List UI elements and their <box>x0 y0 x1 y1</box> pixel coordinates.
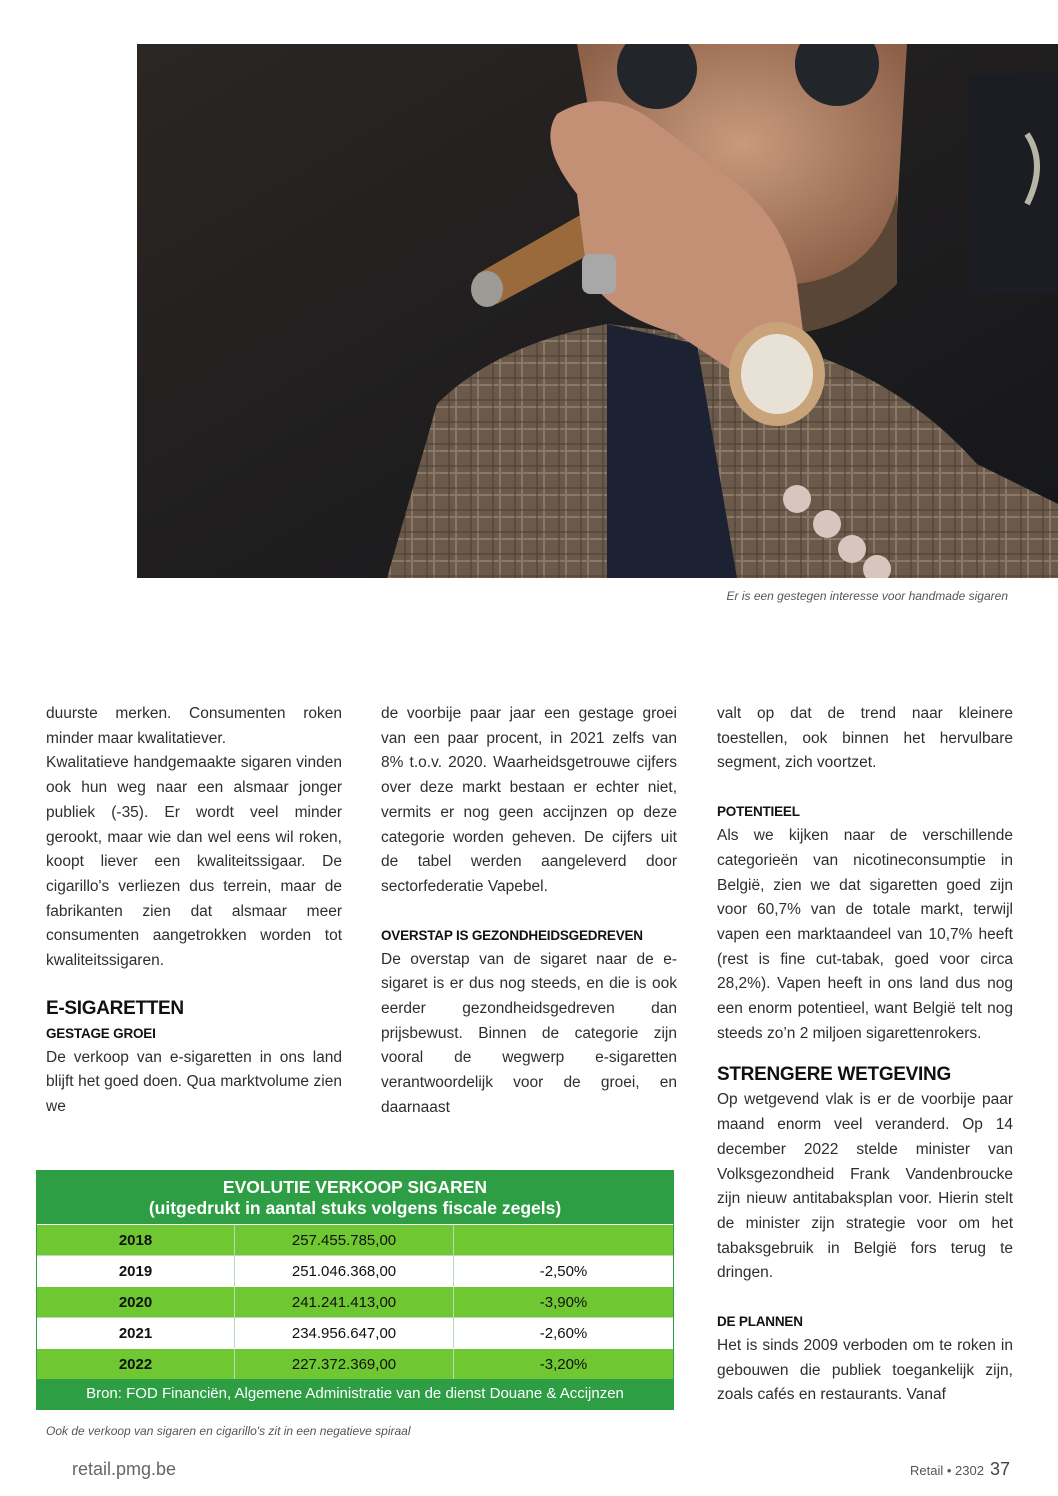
table-cell-value: 251.046.368,00 <box>235 1256 454 1286</box>
column-3 <box>717 702 1013 1408</box>
table-subtitle: (uitgedrukt in aantal stuks volgens fiscale zegels) <box>148 1198 562 1218</box>
table-cell-year: 2020 <box>37 1287 235 1317</box>
footer-issue <box>910 1459 1010 1480</box>
col1-paragraph-3: De verkoop van e-sigaretten in ons land blijft het goed doen. Qua marktvolume zien we <box>46 1048 342 1116</box>
subheading-gestage-groei: GESTAGE GROEI <box>46 1025 156 1041</box>
table-cell-change: -3,20% <box>539 1355 588 1373</box>
col2-paragraph-2: De overstap van de sigaret naar de e-sigaret is er dus nog steeds, en die is ook eerder gezondheidsgedreven dan prijsbewust. Binnen de categorie zijn vooral de wegwerp e-sigaretten verantwoordelijk voor de groei, en daarnaast <box>381 950 677 1116</box>
table-caption: Ook de verkoop van sigaren en cigarillo's zit in een negatieve spiraal <box>46 1424 411 1438</box>
issue-label: Retail • 2302 <box>910 1463 984 1478</box>
subheading-overstap: OVERSTAP IS GEZONDHEIDSGEDREVEN <box>381 927 643 943</box>
table-cell-value: 234.956.647,00 <box>235 1318 454 1348</box>
col3-paragraph-4: Het is sinds 2009 verboden om te roken in gebouwen die publiek toegankelijk zijn, zoals cafés en restaurants. Vanaf <box>717 1337 1013 1404</box>
table-row <box>37 1348 673 1379</box>
table-cell-year: 2018 <box>37 1225 235 1255</box>
heading-strengere-wetgeving: STRENGERE WETGEVING <box>717 1064 951 1086</box>
table-title: EVOLUTIE VERKOOP SIGAREN <box>222 1177 488 1197</box>
table-cell-change: -2,50% <box>539 1262 588 1280</box>
col3-paragraph-2: Als we kijken naar de verschillende categorieën van nicotineconsumptie in België, zien we dat sigaretten goed zijn voor 60,7% van de totale markt, terwijl vapen een marktaandeel van 10,7% heeft (rest is fine cut-tabak, goed voor circa 28,2%). Vapen heeft in ons land dus nog een enorm potentieel, want België telt nog steeds zo’n 2 miljoen sigarettenrokers. <box>717 827 1013 1042</box>
subheading-potentieel: POTENTIEEL <box>717 804 800 820</box>
col1-paragraph-1: duurste merken. Consumenten roken minder maar kwalitatiever. <box>46 705 342 747</box>
table-cell-year: 2021 <box>37 1318 235 1348</box>
table-cell-change: -3,90% <box>539 1293 588 1311</box>
column-2 <box>381 702 677 1121</box>
table-row <box>37 1224 673 1255</box>
column-1 <box>46 702 342 1120</box>
page-number: 37 <box>989 1459 1010 1479</box>
table-row <box>37 1286 673 1317</box>
table-cell-value: 241.241.413,00 <box>235 1287 454 1317</box>
table-cell-year: 2022 <box>37 1349 235 1379</box>
table-cell-change: -2,60% <box>539 1324 588 1342</box>
subheading-de-plannen: DE PLANNEN <box>717 1314 803 1330</box>
col1-paragraph-2: Kwalitatieve handgemaakte sigaren vinden ook hun weg naar een alsmaar jonger publiek (-35). Er wordt veel minder gerookt, maar wie dan wel eens wil roken, koopt liever een kwaliteitssigaar. De cigarillo's verliezen dus terrein, maar de fabrikanten zien dat alsmaar meer consumenten aangetrokken worden tot kwaliteitssigaren. <box>46 754 342 970</box>
col3-paragraph-1: valt op dat de trend naar kleinere toestellen, ook binnen het hervulbare segment, zich voortzet. <box>717 705 1013 772</box>
table-row <box>37 1317 673 1348</box>
heading-e-sigaretten: E-SIGARETTEN <box>46 997 184 1019</box>
table-header <box>37 1171 673 1224</box>
col2-paragraph-1: de voorbije paar jaar een gestage groei van een paar procent, in 2021 zelfs van 8% t.o.v. 2020. Waarheidsgetrouwe cijfers over deze markt bestaan er echter niet, vermits er nog geen accijnzen op deze categorie worden geheven. De cijfers uit de tabel werden aangeleverd door sectorfederatie Vapebel. <box>381 705 677 895</box>
col3-paragraph-3: Op wetgevend vlak is er de voorbije paar maand enorm veel veranderd. Op 14 december 2022 stelde minister van Volksgezondheid Frank Vandenbroucke zijn nieuw antitabaksplan voor. Hierin stelt de minister zijn strategie voor om het tabaksgebruik in België fors terug te dringen. <box>717 1091 1013 1282</box>
table-cell-change <box>454 1225 673 1255</box>
photo-caption: Er is een gestegen interesse voor handmade sigaren <box>726 589 1008 603</box>
sales-table <box>36 1170 674 1410</box>
table-row <box>37 1255 673 1286</box>
table-cell-value: 227.372.369,00 <box>235 1349 454 1379</box>
table-cell-year: 2019 <box>37 1256 235 1286</box>
table-cell-value: 257.455.785,00 <box>235 1225 454 1255</box>
cigar-smoker-image <box>137 44 1058 578</box>
hero-photo <box>137 44 1058 578</box>
footer-site-link[interactable]: retail.pmg.be <box>72 1459 177 1479</box>
table-source: Bron: FOD Financiën, Algemene Administratie van de dienst Douane & Accijnzen <box>37 1379 673 1409</box>
